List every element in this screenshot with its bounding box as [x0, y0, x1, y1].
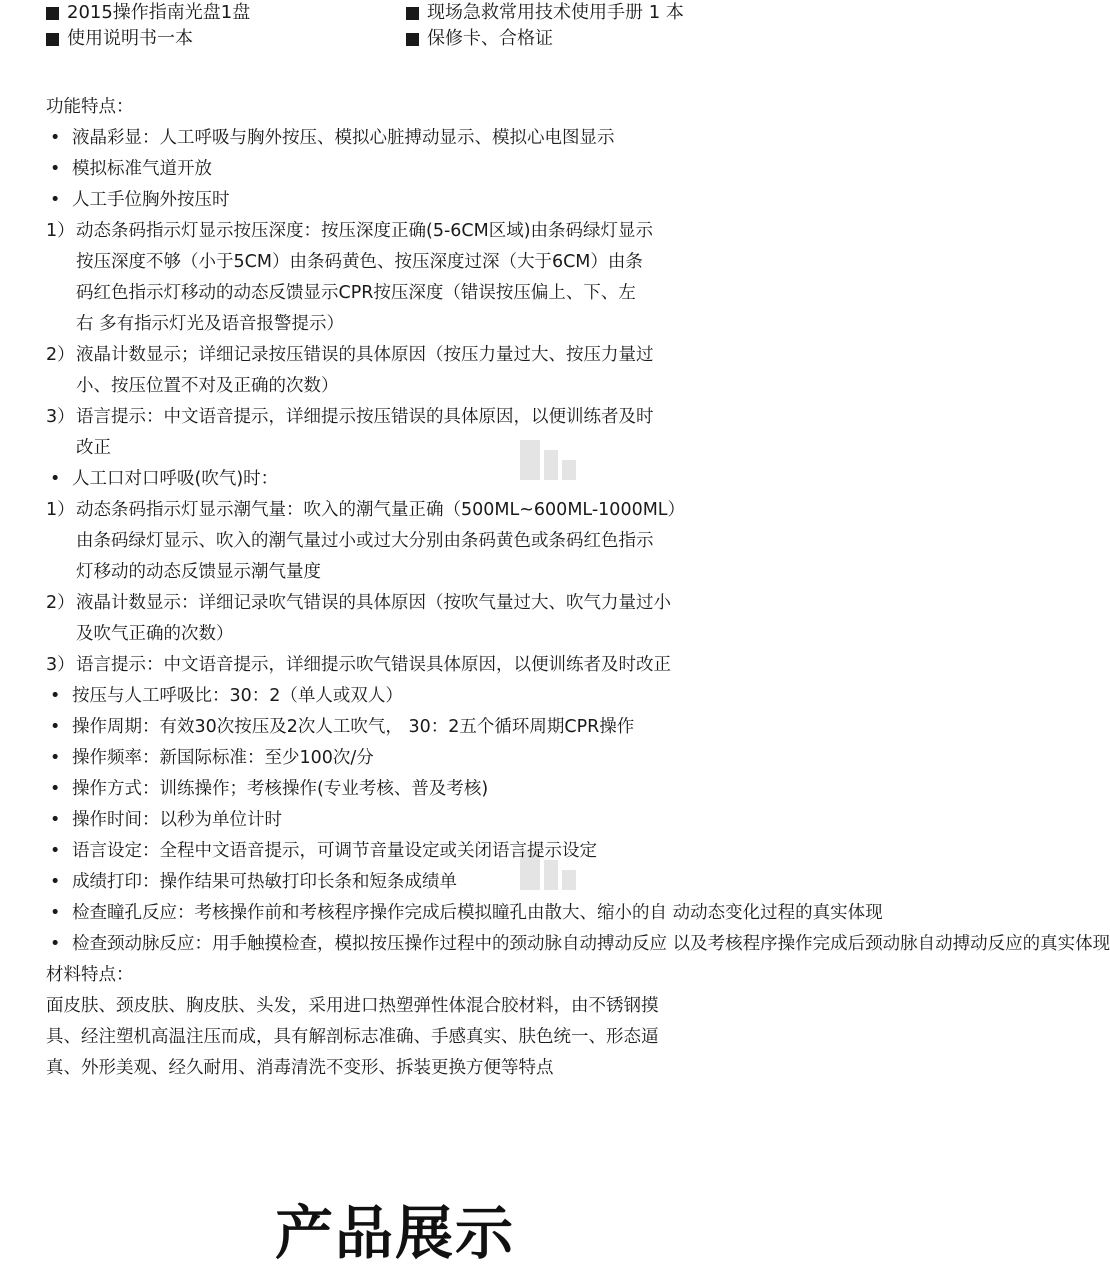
feature-text: 液晶彩显：人工呼吸与胸外按压、模拟心脏搏动显示、模拟心电图显示 [72, 128, 615, 148]
bullet-dot-icon: • [50, 903, 61, 923]
feature-text: 操作方式：训练操作；考核操作(专业考核、普及考核) [72, 779, 489, 799]
bullet-dot-icon: • [50, 128, 61, 148]
breath-item [46, 650, 766, 681]
feature-bullet [46, 805, 766, 836]
item-line: 码红色指示灯移动的动态反馈显示CPR按压深度（错误按压偏上、下、左 [76, 283, 636, 303]
item-number: 1） [46, 500, 75, 520]
feature-text: 检查瞳孔反应：考核操作前和考核程序操作完成后模拟瞳孔由散大、缩小的自 [72, 903, 667, 923]
square-bullet-icon [406, 33, 419, 46]
accessory-item [46, 0, 406, 26]
compression-item [46, 216, 766, 340]
item-line: 改正 [76, 438, 111, 458]
feature-bullet [46, 464, 766, 495]
square-bullet-icon [46, 7, 59, 20]
accessory-item [406, 26, 766, 52]
accessory-label: 保修卡、合格证 [427, 28, 553, 49]
feature-bullet [46, 681, 766, 712]
item-number: 3） [46, 407, 75, 427]
item-number: 2） [46, 593, 75, 613]
breath-heading: 人工口对口呼吸(吹气)时： [72, 469, 279, 489]
compression-item [46, 402, 766, 464]
accessory-list [46, 0, 766, 52]
bullet-dot-icon: • [50, 190, 61, 210]
item-line: 动态条码指示灯显示按压深度：按压深度正确(5-6CM区域)由条码绿灯显示 [76, 221, 654, 241]
accessory-row [46, 26, 766, 52]
feature-text: 以及考核程序操作完成后颈动脉自动搏动反应的真实体现 [672, 934, 1110, 954]
feature-bullet [46, 898, 883, 929]
feature-bullet [46, 929, 1110, 960]
accessory-label: 使用说明书一本 [67, 28, 193, 49]
accessory-row [46, 0, 766, 26]
compression-item [46, 340, 766, 402]
square-bullet-icon [46, 33, 59, 46]
paragraph-line: 面皮肤、颈皮肤、胸皮肤、头发，采用进口热塑弹性体混合胶材料，由不锈钢摸 [46, 996, 659, 1016]
item-line: 语言提示：中文语音提示，详细提示按压错误的具体原因，以便训练者及时 [76, 407, 654, 427]
feature-bullet [46, 154, 766, 185]
item-line: 液晶计数显示；详细记录按压错误的具体原因（按压力量过大、按压力量过 [76, 345, 654, 365]
square-bullet-icon [406, 7, 419, 20]
feature-text: 模拟标准气道开放 [72, 159, 212, 179]
item-line: 及吹气正确的次数） [76, 624, 234, 644]
feature-bullet [46, 743, 766, 774]
materials-paragraph [46, 991, 766, 1084]
breath-item [46, 495, 766, 588]
feature-text: 操作频率：新国际标准：至少100次/分 [72, 748, 374, 768]
bullet-dot-icon: • [50, 810, 61, 830]
item-line: 动态条码指示灯显示潮气量：吹入的潮气量正确（500ML~600ML-1000ML） [76, 500, 686, 520]
item-line: 按压深度不够（小于5CM）由条码黄色、按压深度过深（大于6CM）由条 [76, 252, 643, 272]
feature-bullet [46, 867, 766, 898]
item-line: 液晶计数显示：详细记录吹气错误的具体原因（按吹气量过大、吹气力量过小 [76, 593, 671, 613]
section-title: 产品展示 [274, 1199, 515, 1267]
bullet-dot-icon: • [50, 779, 61, 799]
bullet-dot-icon: • [50, 717, 61, 737]
feature-bullet [46, 774, 766, 805]
feature-bullet [46, 836, 766, 867]
feature-text: 检查颈动脉反应：用手触摸检查，模拟按压操作过程中的颈动脉自动搏动反应 [72, 934, 667, 954]
item-line: 小、按压位置不对及正确的次数） [76, 376, 339, 396]
bullet-dot-icon: • [50, 934, 61, 954]
paragraph-line: 具、经注塑机高温注压而成，具有解剖标志准确、手感真实、肤色统一、形态逼 [46, 1027, 659, 1047]
accessory-label: 现场急救常用技术使用手册 1 本 [427, 2, 684, 23]
item-line: 语言提示：中文语音提示，详细提示吹气错误具体原因，以便训练者及时改正 [76, 655, 671, 675]
item-number: 1） [46, 221, 75, 241]
item-number: 3） [46, 655, 75, 675]
bullet-dot-icon: • [50, 841, 61, 861]
item-number: 2） [46, 345, 75, 365]
feature-bullet [46, 185, 766, 216]
feature-text: 人工手位胸外按压时 [72, 190, 230, 210]
feature-text: 语言设定：全程中文语音提示，可调节音量设定或关闭语言提示设定 [72, 841, 597, 861]
item-line: 灯移动的动态反馈显示潮气量度 [76, 562, 321, 582]
bullet-dot-icon: • [50, 748, 61, 768]
bullet-dot-icon: • [50, 469, 61, 489]
accessory-item [406, 0, 766, 26]
paragraph-line: 真、外形美观、经久耐用、消毒清洗不变形、拆装更换方便等特点 [46, 1058, 554, 1078]
feature-bullet [46, 712, 766, 743]
feature-text: 按压与人工呼吸比：30：2（单人或双人） [72, 686, 403, 706]
bullet-dot-icon: • [50, 159, 61, 179]
bullet-dot-icon: • [50, 686, 61, 706]
item-line: 由条码绿灯显示、吹入的潮气量过小或过大分别由条码黄色或条码红色指示 [76, 531, 654, 551]
materials-heading: 材料特点： [46, 965, 134, 985]
features-heading: 功能特点： [46, 97, 134, 117]
bullet-dot-icon: • [50, 872, 61, 892]
feature-text: 动动态变化过程的真实体现 [672, 903, 883, 923]
breath-item [46, 588, 766, 650]
feature-text: 成绩打印：操作结果可热敏打印长条和短条成绩单 [72, 872, 457, 892]
accessory-item [46, 26, 406, 52]
feature-description [46, 92, 1110, 1084]
feature-text: 操作周期：有效30次按压及2次人工吹气， 30：2五个循环周期CPR操作 [72, 717, 635, 737]
accessory-label: 2015操作指南光盘1盘 [67, 2, 251, 23]
feature-bullet [46, 123, 766, 154]
feature-text: 操作时间：以秒为单位计时 [72, 810, 282, 830]
item-line: 右 多有指示灯光及语音报警提示） [76, 314, 345, 334]
